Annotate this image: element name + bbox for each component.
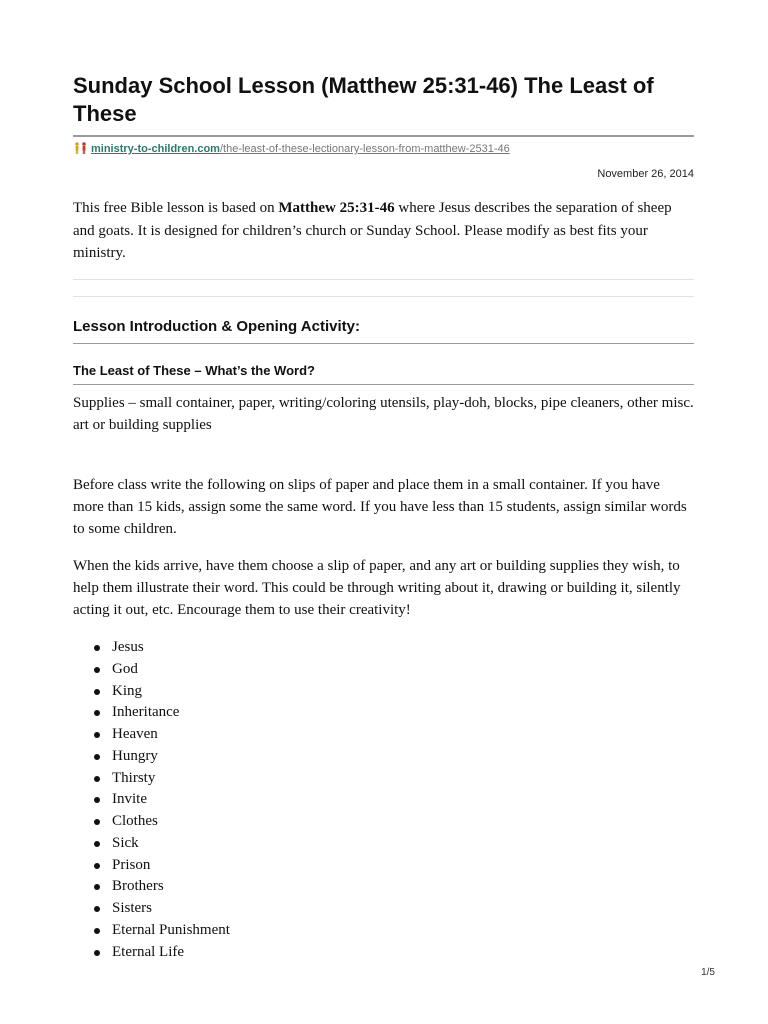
- intro-text-start: This free Bible lesson is based on: [73, 200, 279, 216]
- title-divider: [73, 135, 694, 137]
- bullet-icon: [94, 906, 100, 912]
- list-item-text: Eternal Punishment: [112, 921, 230, 938]
- bullet-icon: [94, 754, 100, 760]
- source-line: [73, 142, 510, 156]
- section-divider: [73, 343, 694, 344]
- list-item: [73, 855, 230, 877]
- scripture-reference: Matthew 25:31-46: [278, 200, 395, 216]
- list-item: [73, 898, 230, 920]
- list-item: [73, 746, 230, 768]
- section-heading: Lesson Introduction & Opening Activity:: [73, 318, 360, 335]
- bullet-icon: [94, 689, 100, 695]
- list-item-text: Inheritance: [112, 704, 180, 721]
- bullet-icon: [94, 841, 100, 847]
- list-item: [73, 637, 230, 659]
- list-item: [73, 702, 230, 724]
- list-item-text: God: [112, 660, 138, 677]
- word-list: [73, 637, 230, 963]
- intro-text-end: where Jesus describes the separation of sheep and goats. It is designed for children’s church or Sunday School. Please modify as best fits your ministry.: [73, 200, 672, 261]
- list-item-text: Sick: [112, 834, 139, 851]
- source-domain-link[interactable]: ministry-to-children.com: [91, 143, 220, 155]
- bullet-icon: [94, 776, 100, 782]
- source-path-link[interactable]: /the-least-of-these-lectionary-lesson-from-matthew-2531-46: [219, 143, 510, 155]
- before-class-paragraph: Before class write the following on slips of paper and place them in a small container. If you have more than 15 kids, assign some the same word. If you have less than 15 students, assign similar words to some children.: [73, 477, 687, 537]
- divider-top: [73, 279, 694, 280]
- bullet-icon: [94, 928, 100, 934]
- intro-paragraph: [73, 197, 694, 265]
- list-item-text: Hungry: [112, 747, 158, 764]
- list-item: [73, 920, 230, 942]
- list-item: [73, 789, 230, 811]
- list-item: [73, 681, 230, 703]
- bullet-icon: [94, 950, 100, 956]
- ministry-logo-icon: [73, 142, 89, 154]
- list-item: [73, 659, 230, 681]
- list-item-text: Brothers: [112, 878, 164, 895]
- list-item-text: Thirsty: [112, 769, 156, 786]
- list-item-text: Jesus: [112, 639, 144, 655]
- list-item: [73, 768, 230, 790]
- supplies-paragraph: Supplies – small container, paper, writing/coloring utensils, play-doh, blocks, pipe cleaners, other misc. art or building supplies: [73, 395, 694, 433]
- subsection-divider: [73, 384, 694, 385]
- bullet-icon: [94, 645, 100, 651]
- bullet-icon: [94, 797, 100, 803]
- subsection-heading: The Least of These – What’s the Word?: [73, 363, 315, 378]
- bullet-icon: [94, 710, 100, 716]
- list-item: [73, 724, 230, 746]
- list-item: [73, 833, 230, 855]
- list-item: [73, 876, 230, 898]
- list-item: [73, 942, 230, 964]
- arrival-paragraph: When the kids arrive, have them choose a slip of paper, and any art or building supplies they wish, to help them illustrate their word. This could be through writing about it, drawing or building it, silently acting it out, etc. Encourage them to use their creativity!: [73, 558, 681, 618]
- divider-bottom: [73, 296, 694, 297]
- bullet-icon: [94, 863, 100, 869]
- list-item-text: Invite: [112, 791, 147, 808]
- page-title: Sunday School Lesson (Matthew 25:31-46) The Least of These: [73, 73, 654, 126]
- page-number: 1/5: [701, 967, 715, 978]
- bullet-icon: [94, 667, 100, 673]
- list-item: [73, 811, 230, 833]
- bullet-icon: [94, 732, 100, 738]
- publish-date: November 26, 2014: [597, 168, 694, 180]
- list-item-text: Eternal Life: [112, 943, 185, 960]
- list-item-text: Sisters: [112, 900, 153, 916]
- list-item-text: Heaven: [112, 726, 158, 742]
- bullet-icon: [94, 884, 100, 890]
- list-item-text: King: [112, 682, 142, 699]
- list-item-text: Prison: [112, 856, 151, 873]
- bullet-icon: [94, 819, 100, 825]
- list-item-text: Clothes: [112, 813, 158, 829]
